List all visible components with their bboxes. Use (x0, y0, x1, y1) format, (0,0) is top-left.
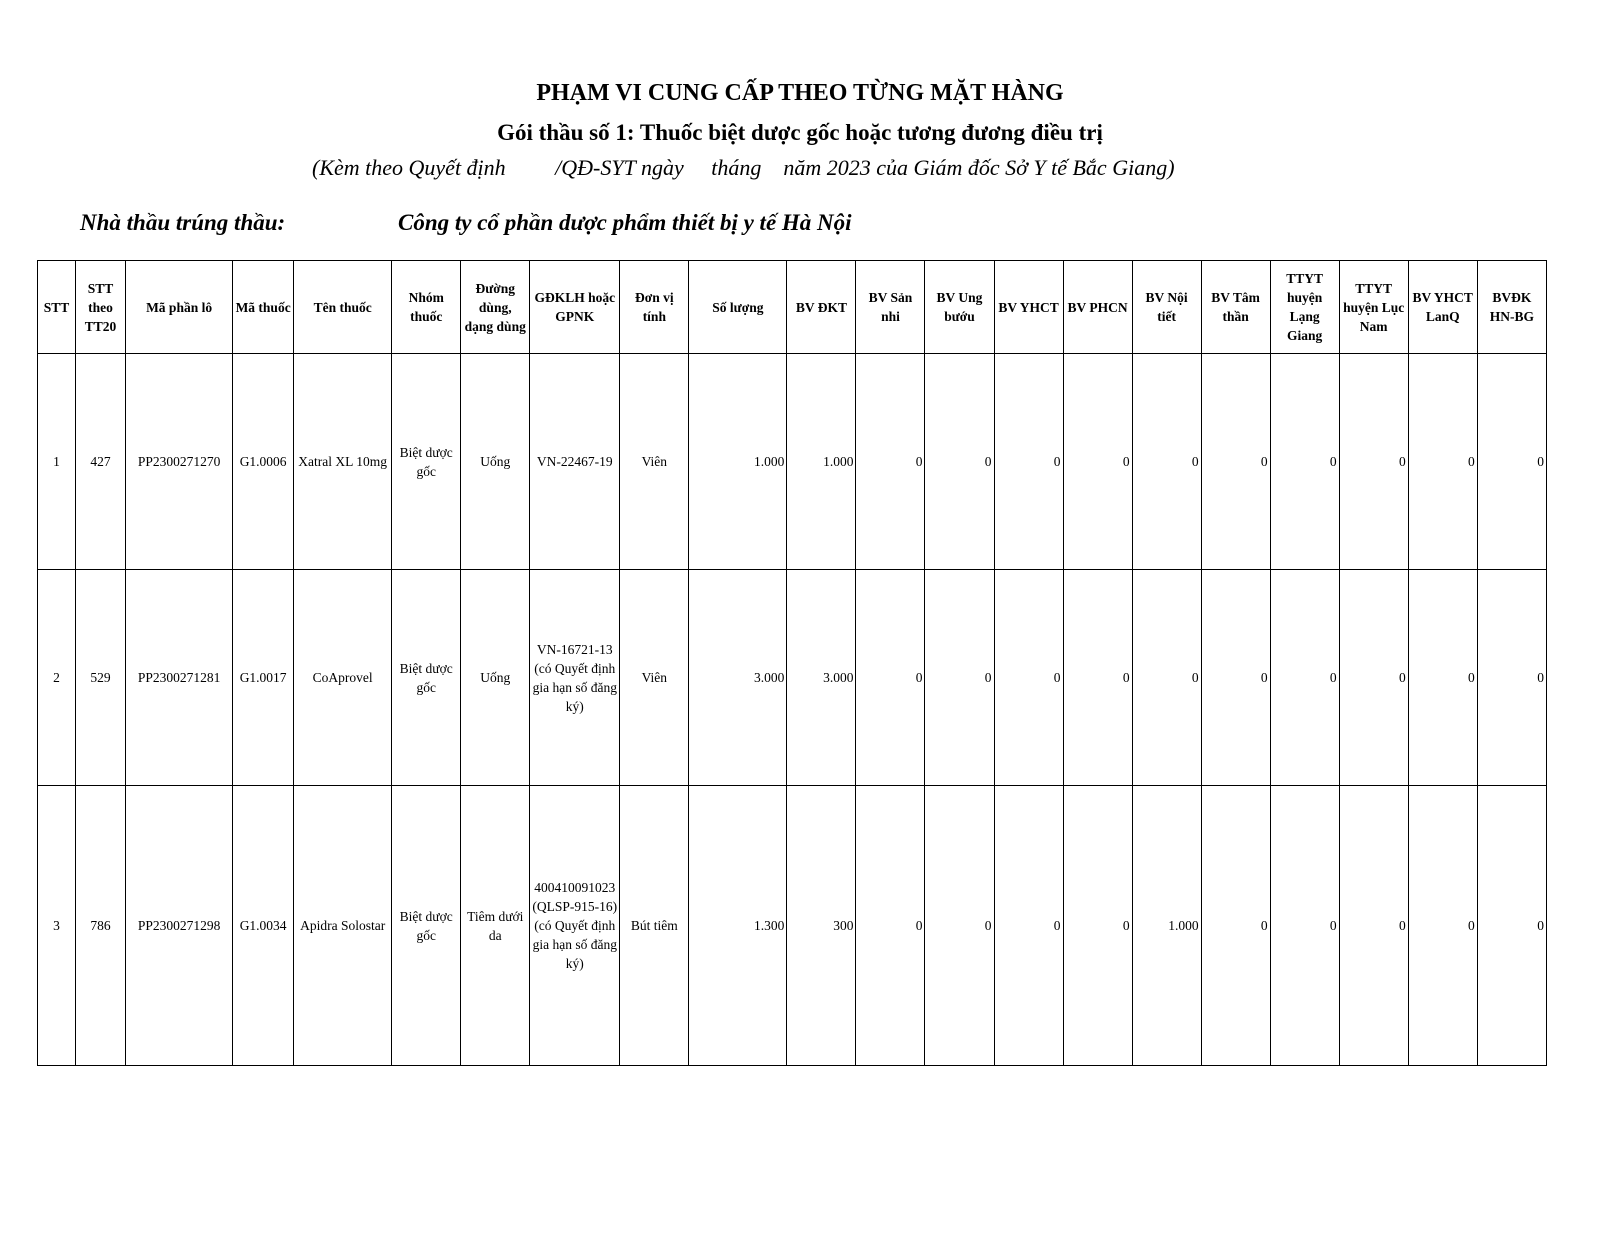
col-header-so-luong: Số lượng (689, 261, 787, 354)
cell-stt: 3 (38, 786, 76, 1066)
cell-don-vi: Viên (620, 354, 689, 570)
cell-stt-tt20: 529 (76, 570, 126, 786)
cell-ma-thuoc: G1.0017 (233, 570, 294, 786)
col-header-nhom-thuoc: Nhóm thuốc (392, 261, 461, 354)
col-header-duong-dung: Đường dùng, dạng dùng (461, 261, 530, 354)
cell-bv-dkt: 300 (787, 786, 856, 1066)
cell-bv-ung-buou: 0 (925, 354, 994, 570)
cell-ten-thuoc: CoAprovel (294, 570, 392, 786)
cell-bvdk-hn-bg: 0 (1477, 570, 1546, 786)
cell-bv-tam-than: 0 (1201, 786, 1270, 1066)
cell-bv-yhct-lanq: 0 (1408, 786, 1477, 1066)
cell-bv-dkt: 3.000 (787, 570, 856, 786)
cell-ttyt-lang-giang: 0 (1270, 354, 1339, 570)
supply-scope-table (37, 260, 1547, 1066)
cell-nhom-thuoc: Biệt dược gốc (392, 354, 461, 570)
cell-stt-tt20: 786 (76, 786, 126, 1066)
col-header-stt-tt20: STT theo TT20 (76, 261, 126, 354)
col-header-bvdk-hn-bg: BVĐK HN-BG (1477, 261, 1546, 354)
cell-bv-phcn: 0 (1063, 354, 1132, 570)
col-header-bv-phcn: BV PHCN (1063, 261, 1132, 354)
package-title: Gói thầu số 1: Thuốc biệt dược gốc hoặc tương đương điều trị (497, 120, 1103, 145)
col-header-ten-thuoc: Tên thuốc (294, 261, 392, 354)
col-header-bv-tam-than: BV Tâm thần (1201, 261, 1270, 354)
cell-bv-san-nhi: 0 (856, 786, 925, 1066)
cell-ma-phan-lo: PP2300271281 (126, 570, 233, 786)
contractor-label: Nhà thầu trúng thầu: (80, 210, 286, 235)
cell-ttyt-luc-nam: 0 (1339, 786, 1408, 1066)
cell-bv-tam-than: 0 (1201, 354, 1270, 570)
cell-stt-tt20: 427 (76, 354, 126, 570)
cell-stt: 2 (38, 570, 76, 786)
cell-duong-dung: Uống (461, 570, 530, 786)
decision-reference: (Kèm theo Quyết định /QĐ-SYT ngày tháng năm 2023 của Giám đốc Sở Y tế Bắc Giang) (312, 155, 1175, 180)
cell-ten-thuoc: Xatral XL 10mg (294, 354, 392, 570)
cell-bv-yhct: 0 (994, 570, 1063, 786)
cell-ttyt-lang-giang: 0 (1270, 786, 1339, 1066)
col-header-ttyt-luc-nam: TTYT huyện Lục Nam (1339, 261, 1408, 354)
cell-bv-dkt: 1.000 (787, 354, 856, 570)
col-header-ma-thuoc: Mã thuốc (233, 261, 294, 354)
col-header-ma-phan-lo: Mã phần lô (126, 261, 233, 354)
cell-ma-thuoc: G1.0006 (233, 354, 294, 570)
cell-so-luong: 3.000 (689, 570, 787, 786)
col-header-bv-dkt: BV ĐKT (787, 261, 856, 354)
cell-bv-yhct: 0 (994, 354, 1063, 570)
col-header-don-vi: Đơn vị tính (620, 261, 689, 354)
cell-bv-san-nhi: 0 (856, 354, 925, 570)
col-header-ttyt-lang-giang: TTYT huyện Lạng Giang (1270, 261, 1339, 354)
cell-so-luong: 1.300 (689, 786, 787, 1066)
cell-ttyt-luc-nam: 0 (1339, 354, 1408, 570)
cell-bv-noi-tiet: 0 (1132, 570, 1201, 786)
cell-bv-ung-buou: 0 (925, 570, 994, 786)
col-header-bv-yhct-lanq: BV YHCT LanQ (1408, 261, 1477, 354)
col-header-bv-san-nhi: BV Sản nhi (856, 261, 925, 354)
cell-so-luong: 1.000 (689, 354, 787, 570)
col-header-bv-noi-tiet: BV Nội tiết (1132, 261, 1201, 354)
cell-bv-yhct: 0 (994, 786, 1063, 1066)
table-row (38, 786, 1547, 1066)
cell-bv-phcn: 0 (1063, 570, 1132, 786)
cell-bv-noi-tiet: 0 (1132, 354, 1201, 570)
contractor-name: Công ty cổ phần dược phẩm thiết bị y tế Hà Nội (398, 210, 852, 235)
cell-gdklh: VN-16721-13 (có Quyết định gia hạn số đăng ký) (530, 570, 620, 786)
cell-bv-noi-tiet: 1.000 (1132, 786, 1201, 1066)
cell-ttyt-luc-nam: 0 (1339, 570, 1408, 786)
cell-bv-san-nhi: 0 (856, 570, 925, 786)
cell-bv-ung-buou: 0 (925, 786, 994, 1066)
cell-ma-phan-lo: PP2300271298 (126, 786, 233, 1066)
cell-stt: 1 (38, 354, 76, 570)
cell-bvdk-hn-bg: 0 (1477, 354, 1546, 570)
cell-gdklh: VN-22467-19 (530, 354, 620, 570)
cell-bv-tam-than: 0 (1201, 570, 1270, 786)
cell-don-vi: Viên (620, 570, 689, 786)
cell-ma-phan-lo: PP2300271270 (126, 354, 233, 570)
cell-gdklh: 400410091023 (QLSP-915-16) (có Quyết định gia hạn số đăng ký) (530, 786, 620, 1066)
cell-nhom-thuoc: Biệt dược gốc (392, 570, 461, 786)
col-header-stt: STT (38, 261, 76, 354)
page-title: PHẠM VI CUNG CẤP THEO TỪNG MẶT HÀNG (536, 80, 1064, 106)
cell-bvdk-hn-bg: 0 (1477, 786, 1546, 1066)
cell-bv-phcn: 0 (1063, 786, 1132, 1066)
cell-duong-dung: Uống (461, 354, 530, 570)
table-row (38, 570, 1547, 786)
cell-bv-yhct-lanq: 0 (1408, 570, 1477, 786)
cell-ma-thuoc: G1.0034 (233, 786, 294, 1066)
cell-duong-dung: Tiêm dưới da (461, 786, 530, 1066)
cell-nhom-thuoc: Biệt dược gốc (392, 786, 461, 1066)
cell-ttyt-lang-giang: 0 (1270, 570, 1339, 786)
col-header-bv-yhct: BV YHCT (994, 261, 1063, 354)
header-row (38, 261, 1547, 354)
col-header-bv-ung-buou: BV Ung bướu (925, 261, 994, 354)
cell-don-vi: Bút tiêm (620, 786, 689, 1066)
table-row (38, 354, 1547, 570)
col-header-gdklh: GĐKLH hoặc GPNK (530, 261, 620, 354)
cell-bv-yhct-lanq: 0 (1408, 354, 1477, 570)
cell-ten-thuoc: Apidra Solostar (294, 786, 392, 1066)
